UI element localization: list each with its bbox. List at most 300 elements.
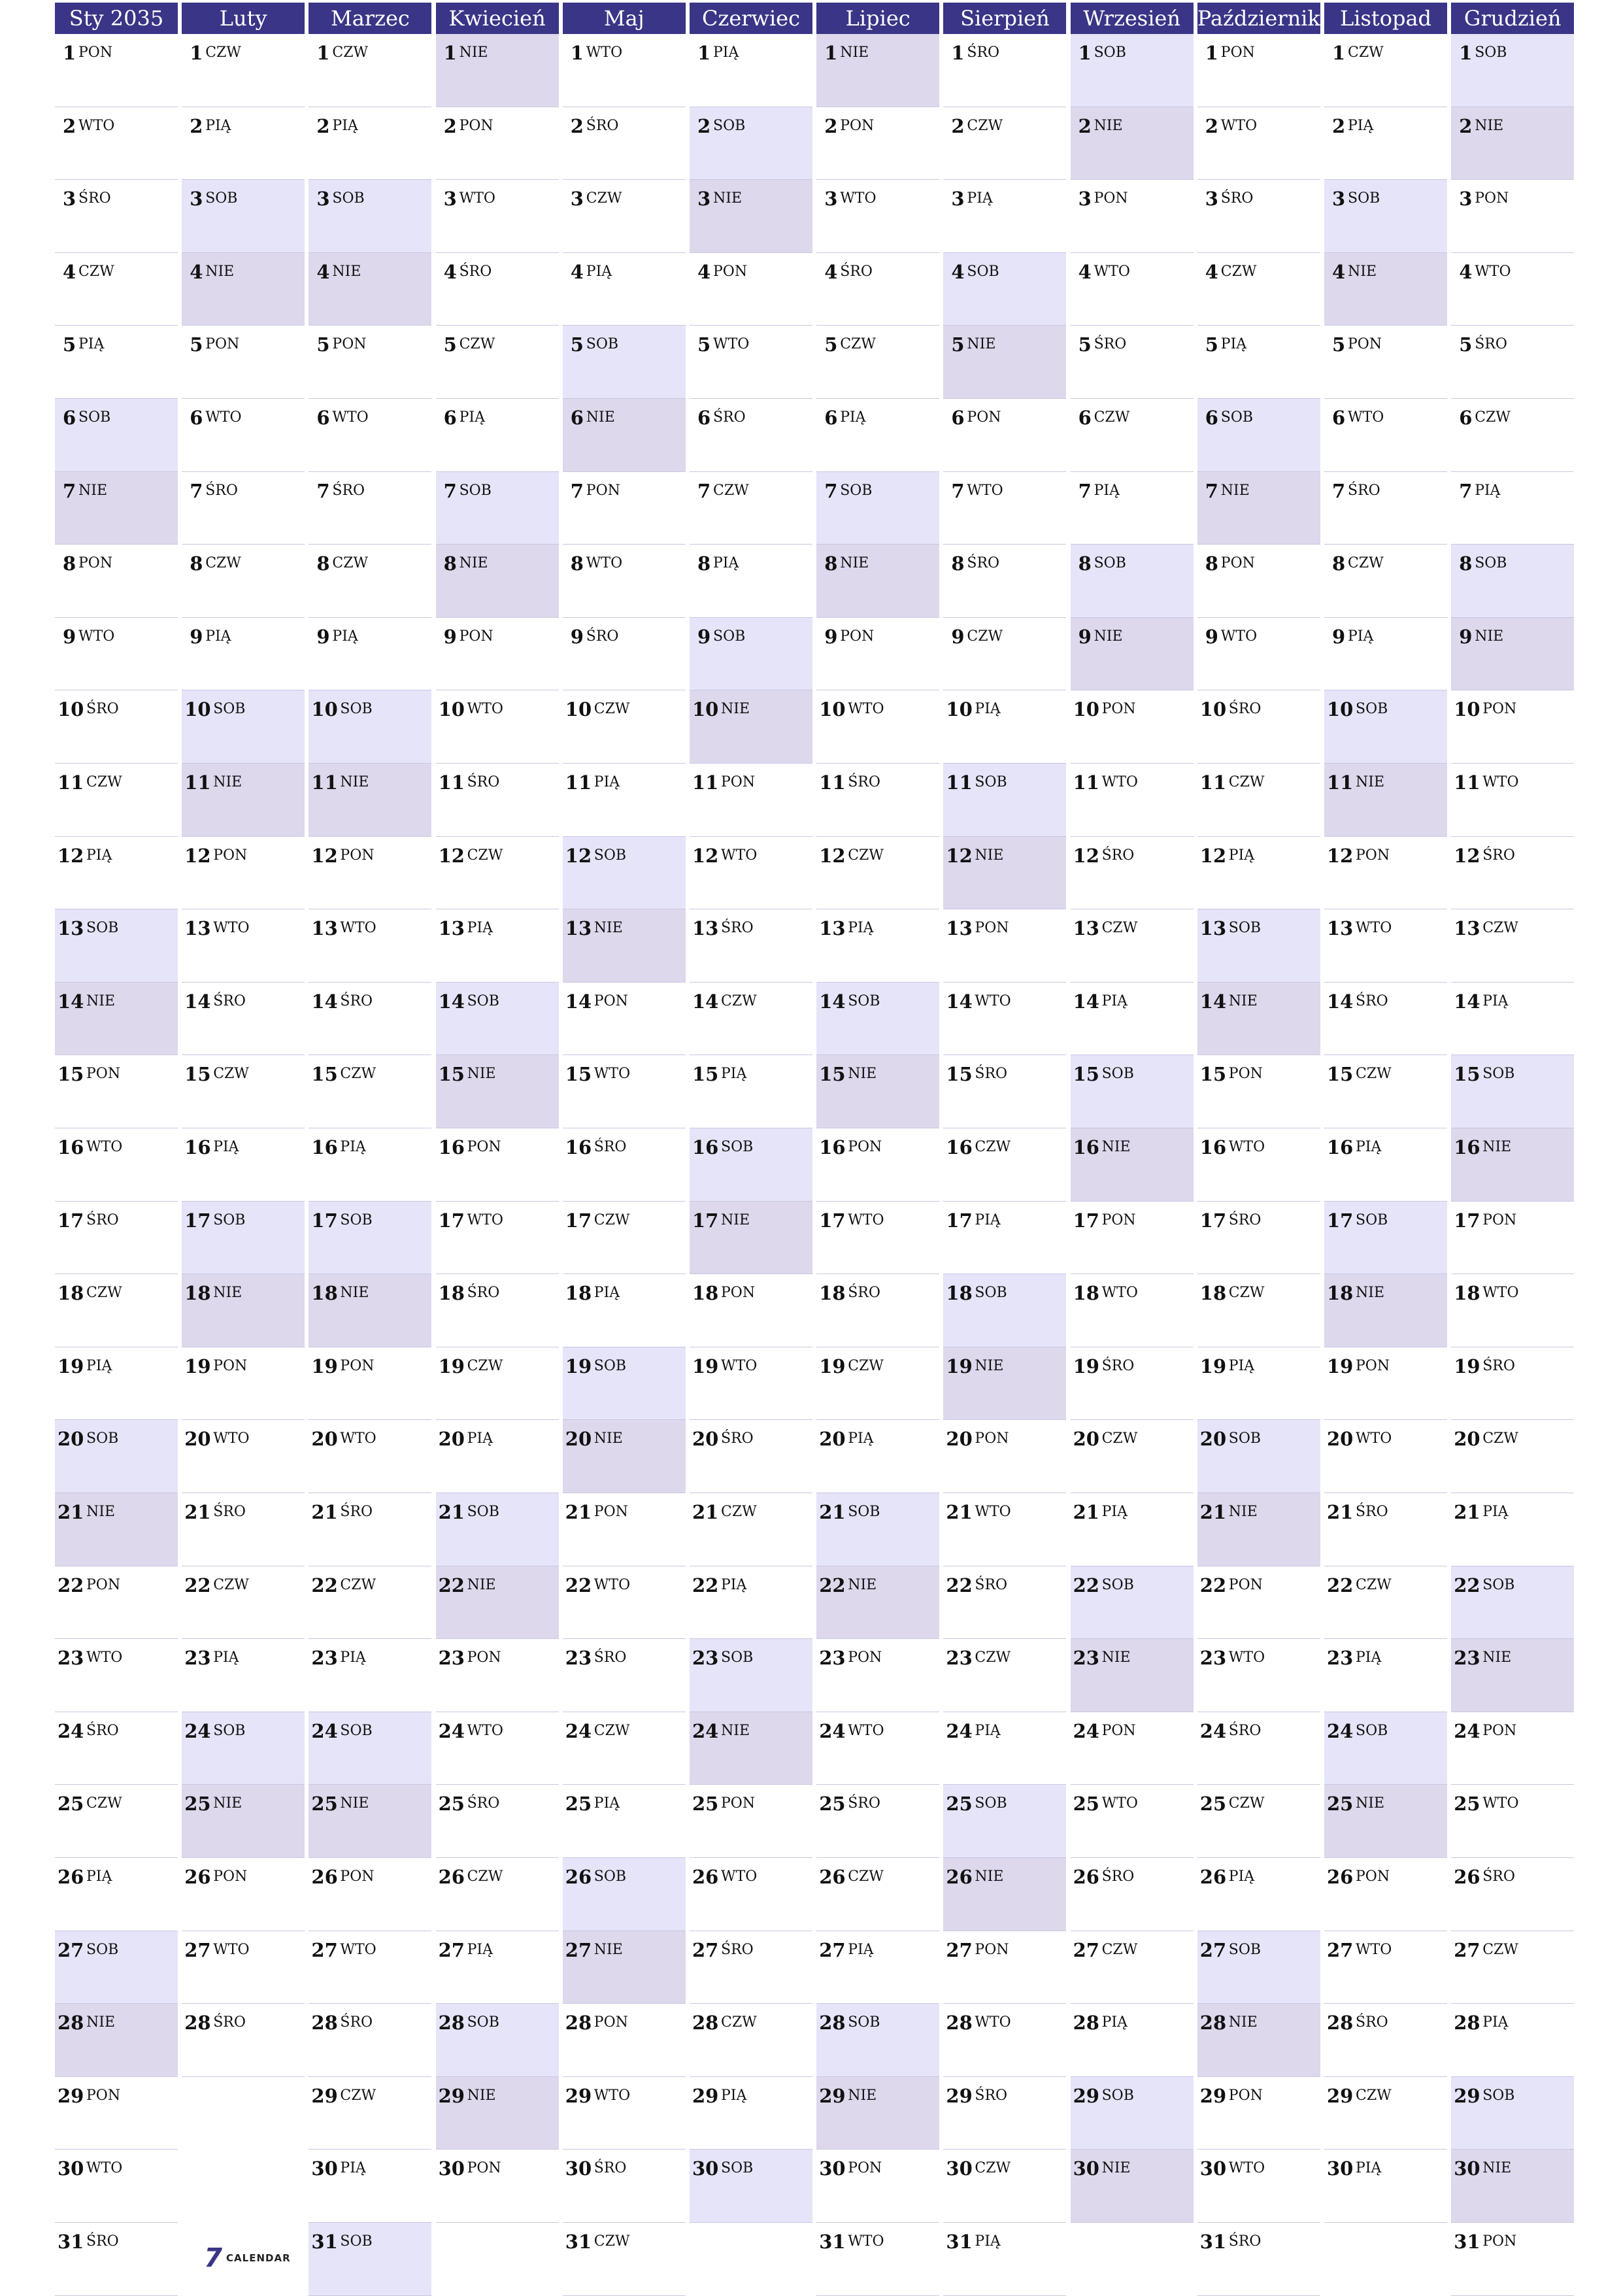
day-number: 28 xyxy=(1454,2012,1480,2034)
weekday-label: PIĄ xyxy=(205,628,231,645)
weekday-label: WTO xyxy=(848,1211,884,1228)
day-number: 7 xyxy=(443,479,457,502)
day-number: 8 xyxy=(1205,552,1218,575)
day-number: 24 xyxy=(1327,1719,1354,1742)
day-number: 7 xyxy=(1459,479,1473,502)
day-number: 9 xyxy=(570,625,584,648)
day-number: 17 xyxy=(1199,1209,1227,1232)
weekday-label: PIĄ xyxy=(1220,336,1247,353)
weekday-label: PON xyxy=(975,1941,1009,1958)
weekday-label: CZW xyxy=(1482,1941,1518,1958)
weekday-label: NIE xyxy=(1356,1795,1384,1812)
weekday-label: WTO xyxy=(78,628,115,645)
day-number: 22 xyxy=(311,1574,338,1596)
day-cell xyxy=(1197,1639,1320,1712)
day-cell xyxy=(1324,1128,1447,1202)
day-number: 21 xyxy=(692,1501,719,1523)
day-cell xyxy=(182,1493,305,1566)
weekday-label: CZW xyxy=(340,2087,376,2104)
weekday-label: PIĄ xyxy=(721,1066,747,1083)
day-cell xyxy=(182,909,305,983)
day-cell xyxy=(1451,1931,1574,2004)
day-number: 3 xyxy=(316,188,330,211)
weekday-label: PIĄ xyxy=(1228,1868,1255,1885)
weekday-label: PON xyxy=(1475,190,1509,207)
day-cell xyxy=(309,909,431,983)
day-cell xyxy=(1324,1202,1447,1275)
day-number: 27 xyxy=(1454,1938,1480,1961)
weekday-label: SOB xyxy=(593,1357,627,1374)
day-cell xyxy=(1197,1785,1320,1858)
weekday-label: NIE xyxy=(1356,1285,1384,1302)
day-cell xyxy=(563,1202,686,1275)
day-cell xyxy=(1071,107,1194,180)
weekday-label: WTO xyxy=(1101,774,1138,790)
weekday-label: PIĄ xyxy=(1101,2014,1128,2031)
day-cell xyxy=(55,1420,178,1493)
day-number: 25 xyxy=(1454,1793,1480,1815)
day-number: 17 xyxy=(692,1209,719,1232)
weekday-label: NIE xyxy=(332,263,361,280)
day-number: 3 xyxy=(443,188,457,211)
weekday-label: PIĄ xyxy=(586,263,612,280)
day-cell xyxy=(1324,1712,1447,1785)
weekday-label: PON xyxy=(721,774,756,790)
day-number: 23 xyxy=(946,1647,973,1670)
weekday-label: SOB xyxy=(967,263,999,280)
day-cell xyxy=(1071,2077,1194,2150)
weekday-label: WTO xyxy=(975,1504,1011,1520)
day-cell xyxy=(563,2150,686,2223)
day-number: 19 xyxy=(184,1355,211,1377)
day-cell xyxy=(563,909,686,983)
weekday-label: PON xyxy=(1228,1576,1263,1593)
day-number: 14 xyxy=(58,990,84,1013)
day-cell xyxy=(1451,1493,1574,1566)
day-cell xyxy=(309,1347,431,1421)
day-cell xyxy=(436,837,559,910)
day-cell xyxy=(563,1858,686,1931)
weekday-label: CZW xyxy=(721,2014,757,2031)
day-cell xyxy=(1197,326,1320,399)
weekday-label: PON xyxy=(1482,2233,1517,2250)
day-cell xyxy=(55,399,178,472)
day-number: 1 xyxy=(824,42,838,64)
day-number: 19 xyxy=(1327,1355,1354,1377)
weekday-label: PON xyxy=(593,2014,628,2031)
weekday-label: PIĄ xyxy=(1348,117,1374,134)
day-number: 14 xyxy=(819,990,846,1013)
day-number: 19 xyxy=(438,1355,465,1377)
day-number: 16 xyxy=(184,1136,211,1158)
day-number: 26 xyxy=(819,1866,846,1888)
day-cell xyxy=(816,837,939,910)
day-number: 15 xyxy=(438,1063,465,1086)
day-cell xyxy=(943,1785,1066,1858)
weekday-label: PON xyxy=(721,1795,756,1812)
day-cell xyxy=(563,618,686,691)
day-cell xyxy=(55,1639,178,1712)
weekday-label: CZW xyxy=(1228,1285,1265,1302)
day-cell xyxy=(690,2150,812,2223)
day-number: 11 xyxy=(565,771,592,794)
day-cell xyxy=(690,1274,812,1347)
day-cell xyxy=(690,1566,812,1640)
month-header: Sty 2035 xyxy=(55,3,178,34)
day-cell xyxy=(55,545,178,618)
weekday-label: SOB xyxy=(1101,1576,1134,1593)
weekday-label: NIE xyxy=(1220,482,1250,499)
day-number: 27 xyxy=(1073,1938,1099,1961)
day-cell xyxy=(309,399,431,472)
weekday-label: NIE xyxy=(848,2087,877,2104)
day-cell xyxy=(690,1347,812,1421)
weekday-label: PON xyxy=(1356,1868,1390,1885)
weekday-label: WTO xyxy=(840,190,877,207)
day-number: 3 xyxy=(1459,188,1473,211)
day-cell xyxy=(309,1931,431,2004)
day-number: 5 xyxy=(697,333,711,356)
day-cell xyxy=(55,34,178,107)
weekday-label: WTO xyxy=(205,409,242,426)
day-number: 15 xyxy=(1199,1063,1227,1086)
weekday-label: ŚRO xyxy=(1482,847,1515,864)
weekday-label: SOB xyxy=(1101,1066,1134,1083)
day-number: 17 xyxy=(1454,1209,1480,1232)
day-number: 12 xyxy=(565,844,592,867)
weekday-label: ŚRO xyxy=(1101,847,1135,864)
weekday-label: SOB xyxy=(86,920,119,937)
weekday-label: NIE xyxy=(340,1285,369,1302)
day-number: 22 xyxy=(946,1574,973,1596)
day-cell xyxy=(1197,2150,1320,2223)
day-cell xyxy=(182,545,305,618)
day-number: 24 xyxy=(565,1719,592,1742)
weekday-label: ŚRO xyxy=(586,628,619,645)
day-cell xyxy=(1071,1055,1194,1128)
day-number: 12 xyxy=(58,844,84,867)
day-cell xyxy=(182,472,305,545)
day-cell xyxy=(436,1128,559,1202)
logo-mark: 7 xyxy=(204,2243,223,2273)
day-number: 30 xyxy=(819,2157,846,2180)
weekday-label: WTO xyxy=(848,701,884,718)
weekday-label: CZW xyxy=(1228,774,1265,790)
day-cell xyxy=(1324,1347,1447,1421)
day-cell xyxy=(182,618,305,691)
day-number: 13 xyxy=(819,917,846,940)
day-cell xyxy=(436,1712,559,1785)
weekday-label: PIĄ xyxy=(467,1941,493,1958)
day-number: 10 xyxy=(311,698,338,721)
day-cell xyxy=(309,2004,431,2077)
weekday-label: PIĄ xyxy=(1228,847,1255,864)
weekday-label: PIĄ xyxy=(713,555,739,572)
weekday-label: WTO xyxy=(86,1649,123,1666)
weekday-label: WTO xyxy=(213,1941,250,1958)
day-cell xyxy=(943,399,1066,472)
day-number: 7 xyxy=(316,479,330,502)
weekday-label: PON xyxy=(213,1868,248,1885)
weekday-label: SOB xyxy=(340,1211,373,1228)
weekday-label: PIĄ xyxy=(340,2160,366,2177)
weekday-label: CZW xyxy=(213,1576,249,1593)
day-number: 27 xyxy=(946,1938,973,1961)
weekday-label: NIE xyxy=(593,1430,623,1447)
day-number: 12 xyxy=(184,844,211,867)
day-cell xyxy=(1451,472,1574,545)
day-number: 21 xyxy=(1327,1501,1354,1523)
weekday-label: CZW xyxy=(721,1504,757,1520)
weekday-label: SOB xyxy=(467,1504,499,1520)
weekday-label: PIĄ xyxy=(1356,1139,1382,1155)
day-cell xyxy=(943,326,1066,399)
weekday-label: PIĄ xyxy=(1482,1504,1509,1520)
weekday-label: ŚRO xyxy=(586,117,619,134)
weekday-label: PIĄ xyxy=(1094,482,1120,499)
weekday-label: NIE xyxy=(467,1066,496,1083)
day-cell xyxy=(309,618,431,691)
day-number: 26 xyxy=(1454,1866,1480,1888)
weekday-label: PON xyxy=(840,117,875,134)
day-cell xyxy=(1451,1128,1574,1202)
day-cell xyxy=(816,1493,939,1566)
day-cell xyxy=(182,1785,305,1858)
weekday-label: SOB xyxy=(340,1722,373,1739)
weekday-label: NIE xyxy=(721,1722,750,1739)
day-cell xyxy=(1071,1639,1194,1712)
day-number: 28 xyxy=(311,2012,338,2034)
day-number: 12 xyxy=(1454,844,1480,867)
day-number: 2 xyxy=(570,114,584,137)
day-number: 26 xyxy=(1199,1866,1227,1888)
weekday-label: ŚRO xyxy=(593,1139,627,1155)
day-cell xyxy=(563,1493,686,1566)
weekday-label: CZW xyxy=(975,2160,1011,2177)
day-cell xyxy=(816,1858,939,1931)
weekday-label: CZW xyxy=(967,117,1003,134)
day-number: 4 xyxy=(1205,260,1218,283)
weekday-label: ŚRO xyxy=(1356,2014,1388,2031)
day-cell xyxy=(943,837,1066,910)
day-cell xyxy=(436,253,559,326)
day-number: 13 xyxy=(1073,917,1099,940)
weekday-label: WTO xyxy=(1348,409,1384,426)
day-number: 7 xyxy=(570,479,584,502)
day-number: 4 xyxy=(316,260,330,283)
day-cell xyxy=(943,1420,1066,1493)
day-cell xyxy=(690,1202,812,1275)
weekday-label: CZW xyxy=(1482,1430,1518,1447)
day-number: 24 xyxy=(946,1719,973,1742)
day-number: 19 xyxy=(1454,1355,1480,1377)
weekday-label: CZW xyxy=(593,1211,630,1228)
day-cell xyxy=(1071,909,1194,983)
day-cell xyxy=(309,253,431,326)
day-number: 25 xyxy=(946,1793,973,1815)
weekday-label: PON xyxy=(332,336,367,353)
day-number: 6 xyxy=(443,407,457,429)
day-cell xyxy=(1451,2004,1574,2077)
weekday-label: SOB xyxy=(848,2014,880,2031)
weekday-label: PIĄ xyxy=(840,409,866,426)
weekday-label: SOB xyxy=(1475,555,1507,572)
day-cell xyxy=(943,472,1066,545)
day-cell xyxy=(690,326,812,399)
day-cell xyxy=(690,764,812,837)
day-number: 6 xyxy=(190,407,203,429)
day-cell xyxy=(436,618,559,691)
day-cell xyxy=(563,1347,686,1421)
weekday-label: WTO xyxy=(1482,774,1519,790)
day-cell xyxy=(1071,618,1194,691)
weekday-label: PON xyxy=(467,2160,501,2177)
weekday-label: SOB xyxy=(1101,2087,1134,2104)
weekday-label: PIĄ xyxy=(848,1430,874,1447)
weekday-label: NIE xyxy=(467,2087,496,2104)
day-number: 2 xyxy=(1078,114,1092,137)
weekday-label: NIE xyxy=(213,1795,242,1812)
weekday-label: WTO xyxy=(86,2160,123,2177)
day-cell xyxy=(816,472,939,545)
day-cell xyxy=(1071,545,1194,618)
day-number: 4 xyxy=(570,260,584,283)
day-cell xyxy=(1451,326,1574,399)
day-cell xyxy=(816,618,939,691)
day-number: 19 xyxy=(565,1355,592,1377)
weekday-label: CZW xyxy=(975,1139,1011,1155)
weekday-label: PON xyxy=(967,409,1001,426)
day-number: 10 xyxy=(438,698,465,721)
day-cell xyxy=(1197,1712,1320,1785)
weekday-label: ŚRO xyxy=(967,555,1000,572)
day-number: 8 xyxy=(951,552,965,575)
day-cell xyxy=(563,1639,686,1712)
day-cell xyxy=(1071,983,1194,1056)
month-header: Maj xyxy=(563,3,686,34)
day-number: 30 xyxy=(1454,2157,1480,2180)
weekday-label: PON xyxy=(459,628,493,645)
day-number: 3 xyxy=(63,188,76,211)
day-cell xyxy=(1197,1931,1320,2004)
day-number: 7 xyxy=(190,479,203,502)
day-cell xyxy=(309,545,431,618)
weekday-label: PON xyxy=(1356,847,1390,864)
day-cell xyxy=(816,2223,939,2296)
day-number: 14 xyxy=(1454,990,1480,1013)
weekday-label: NIE xyxy=(1101,1139,1131,1155)
weekday-label: PIĄ xyxy=(86,1357,112,1374)
day-cell xyxy=(436,1566,559,1640)
day-number: 29 xyxy=(1199,2084,1227,2107)
day-cell xyxy=(1324,34,1447,107)
day-cell xyxy=(1197,690,1320,764)
weekday-label: WTO xyxy=(975,992,1011,1009)
day-number: 9 xyxy=(951,625,965,648)
day-cell xyxy=(182,1347,305,1421)
day-cell xyxy=(182,764,305,837)
weekday-label: WTO xyxy=(1475,263,1511,280)
weekday-label: NIE xyxy=(1094,117,1123,134)
day-number: 25 xyxy=(58,1793,84,1815)
weekday-label: ŚRO xyxy=(213,992,246,1009)
day-cell xyxy=(1071,837,1194,910)
day-cell xyxy=(943,2223,1066,2296)
weekday-label: WTO xyxy=(467,1211,503,1228)
weekday-label: PON xyxy=(1482,1722,1517,1739)
weekday-label: WTO xyxy=(721,1868,758,1885)
day-number: 15 xyxy=(311,1063,338,1086)
weekday-label: NIE xyxy=(586,409,615,426)
weekday-label: PON xyxy=(1482,1211,1517,1228)
day-number: 6 xyxy=(570,407,584,429)
day-cell xyxy=(1197,618,1320,691)
weekday-label: ŚRO xyxy=(848,1285,880,1302)
weekday-label: PIĄ xyxy=(332,628,358,645)
day-cell xyxy=(1197,1055,1320,1128)
day-cell xyxy=(943,2004,1066,2077)
calendar-logo xyxy=(204,2245,290,2271)
weekday-label: SOB xyxy=(975,1285,1007,1302)
weekday-label: SOB xyxy=(1094,44,1126,61)
weekday-label: SOB xyxy=(213,1722,246,1739)
weekday-label: CZW xyxy=(78,263,114,280)
month-header: Październik xyxy=(1197,3,1320,34)
weekday-label: PIĄ xyxy=(848,1941,874,1958)
day-cell xyxy=(309,1639,431,1712)
weekday-label: PIĄ xyxy=(721,2087,747,2104)
day-cell xyxy=(1324,1493,1447,1566)
day-number: 12 xyxy=(1073,844,1099,867)
day-cell xyxy=(436,2077,559,2150)
day-cell xyxy=(1071,1128,1194,1202)
day-number: 8 xyxy=(570,552,584,575)
day-number: 10 xyxy=(1454,698,1480,721)
weekday-label: SOB xyxy=(86,1941,119,1958)
day-number: 30 xyxy=(692,2157,719,2180)
weekday-label: PON xyxy=(340,847,375,864)
day-cell xyxy=(55,1347,178,1421)
day-cell xyxy=(943,1931,1066,2004)
day-number: 20 xyxy=(1327,1428,1354,1451)
day-number: 10 xyxy=(184,698,211,721)
day-cell xyxy=(1451,1785,1574,1858)
day-cell xyxy=(1451,1274,1574,1347)
day-cell xyxy=(1197,837,1320,910)
day-number: 21 xyxy=(58,1501,84,1523)
day-number: 27 xyxy=(58,1938,84,1961)
weekday-label: WTO xyxy=(1356,1941,1392,1958)
day-cell xyxy=(816,690,939,764)
day-number: 21 xyxy=(311,1501,338,1523)
day-number: 24 xyxy=(819,1719,846,1742)
weekday-label: WTO xyxy=(967,482,1003,499)
weekday-label: CZW xyxy=(332,555,369,572)
weekday-label: PIĄ xyxy=(721,1576,747,1593)
day-number: 8 xyxy=(1332,552,1346,575)
day-number: 5 xyxy=(1332,333,1346,356)
weekday-label: PON xyxy=(467,1649,501,1666)
day-number: 7 xyxy=(63,479,76,502)
day-cell xyxy=(943,2077,1066,2150)
day-cell xyxy=(1451,399,1574,472)
day-cell xyxy=(1071,399,1194,472)
day-number: 19 xyxy=(58,1355,84,1377)
day-cell xyxy=(690,1639,812,1712)
day-cell xyxy=(1451,34,1574,107)
day-cell xyxy=(182,2004,305,2077)
month-header: Wrzesień xyxy=(1071,3,1194,34)
